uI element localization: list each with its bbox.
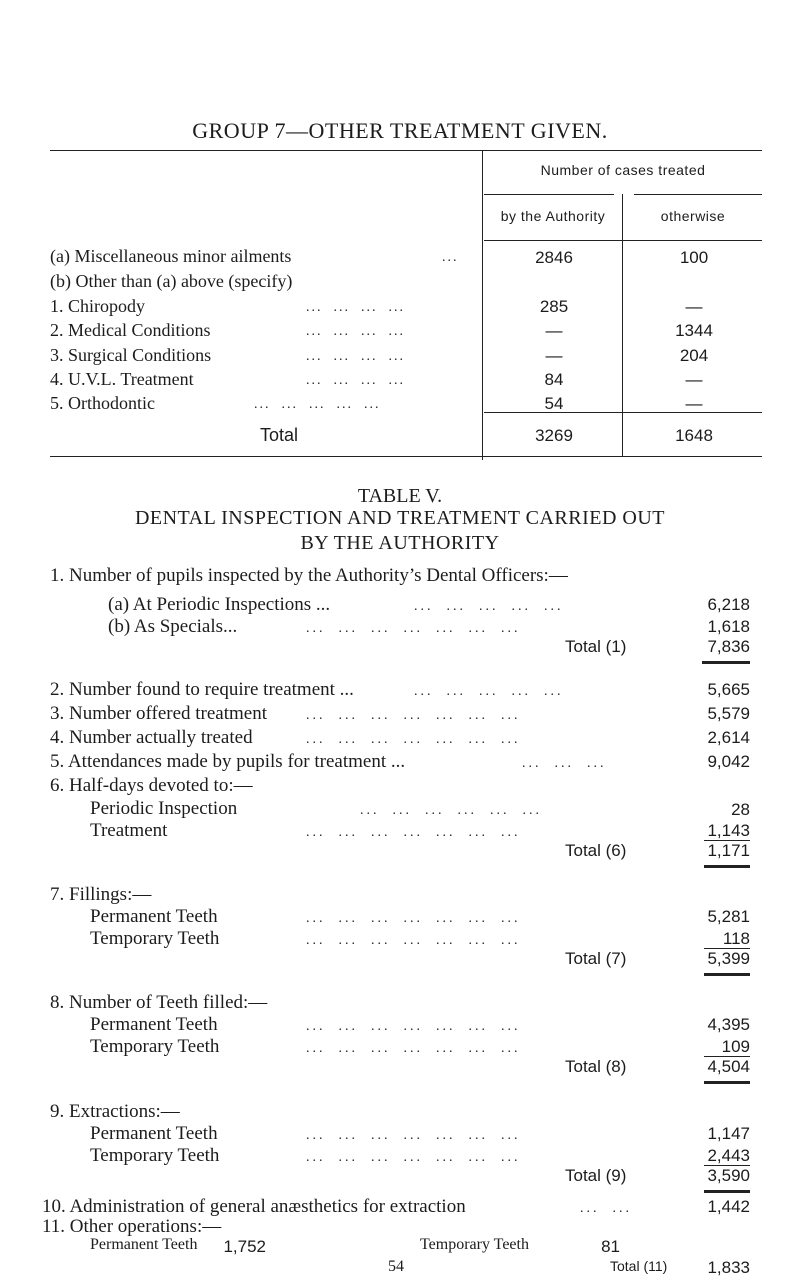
table-row-label: 4. U.V.L. Treatment xyxy=(50,369,194,389)
item11b-value: 81 xyxy=(601,1237,620,1256)
item11-total-value: 1,833 xyxy=(707,1258,750,1277)
item9-label: 9. Extractions:— xyxy=(50,1101,180,1122)
header-by-authority: by the Authority xyxy=(500,208,606,224)
leader-dots: ... ... ... ... ... ... ... xyxy=(306,1019,521,1034)
total-underline xyxy=(704,973,750,976)
item4-value: 2,614 xyxy=(707,728,750,747)
column-divider-left xyxy=(482,150,483,460)
item9-total-label: Total (9) xyxy=(565,1166,627,1185)
table5-subheading: BY THE AUTHORITY xyxy=(300,532,500,554)
item7-total-value: 5,399 xyxy=(707,949,750,968)
leader-dots: ... ... ... ... ... ... ... xyxy=(306,825,521,840)
item7-label: 7. Fillings:— xyxy=(50,884,152,905)
leader-dots: ... ... ... ... ... ... ... xyxy=(306,1150,521,1165)
item11-total-label: Total (11) xyxy=(610,1258,668,1274)
table-bottom-rule xyxy=(50,456,762,457)
cell-by-authority: 285 xyxy=(539,297,569,316)
leader-dots: ... ... ... ... ... ... ... xyxy=(306,911,521,926)
item8b-value: 109 xyxy=(721,1037,750,1056)
table-row-label: 5. Orthodontic xyxy=(50,393,155,413)
item6b-value: 1,143 xyxy=(707,821,750,840)
total-otherwise: 1648 xyxy=(675,426,713,445)
item1-total-label: Total (1) xyxy=(565,637,627,656)
header-sub-rule-right xyxy=(634,194,762,195)
leader-dots: ... ... ... ... ... ... ... xyxy=(306,1041,521,1056)
item8-total-label: Total (8) xyxy=(565,1057,627,1076)
item9a-label: Permanent Teeth xyxy=(90,1123,218,1144)
item7b-label: Temporary Teeth xyxy=(90,928,220,949)
cell-by-authority: 84 xyxy=(544,370,564,389)
cell-otherwise: — xyxy=(685,297,703,316)
item6a-value: 28 xyxy=(731,800,750,819)
cell-by-authority: 2846 xyxy=(535,248,573,267)
item10-value: 1,442 xyxy=(707,1197,750,1216)
cell-otherwise: 100 xyxy=(679,248,709,267)
header-otherwise: otherwise xyxy=(660,208,726,224)
leader-dots: ... ... ... ... xyxy=(306,300,405,315)
item3-label: 3. Number offered treatment xyxy=(50,703,268,724)
cell-otherwise: — xyxy=(685,394,703,413)
group7-table xyxy=(50,150,762,460)
item7b-value: 118 xyxy=(722,929,750,948)
page-number: 54 xyxy=(388,1258,404,1275)
item1-total-value: 7,836 xyxy=(707,637,750,656)
leader-dots: ... ... ... ... ... ... ... xyxy=(306,708,521,723)
item9-total-value: 3,590 xyxy=(707,1166,750,1185)
item8b-label: Temporary Teeth xyxy=(90,1036,220,1057)
header-number-of-cases: Number of cases treated xyxy=(540,162,706,178)
item8a-value: 4,395 xyxy=(707,1015,750,1034)
cell-otherwise: 204 xyxy=(679,346,709,365)
leader-dots: ... ... ... ... xyxy=(306,349,405,364)
item1a-value: 6,218 xyxy=(707,595,750,614)
item1b-label: (b) As Specials... xyxy=(108,616,238,637)
item8-label: 8. Number of Teeth filled:— xyxy=(50,992,268,1013)
item3-value: 5,579 xyxy=(707,704,750,723)
table-top-rule xyxy=(50,150,762,151)
item11-label: 11. Other operations:— xyxy=(42,1216,222,1237)
item1b-value: 1,618 xyxy=(707,617,750,636)
item8-total-value: 4,504 xyxy=(707,1057,750,1076)
cell-by-authority: 54 xyxy=(544,394,564,413)
leader-dots: ... ... ... ... ... xyxy=(254,397,381,412)
leader-dots: ... ... ... ... ... ... ... xyxy=(306,933,521,948)
table-row-label: 3. Surgical Conditions xyxy=(50,345,212,365)
total-label: Total xyxy=(260,425,299,445)
item4-label: 4. Number actually treated xyxy=(50,727,253,748)
leader-dots: ... ... ... ... ... xyxy=(414,599,564,614)
item5-label: 5. Attendances made by pupils for treatment ... xyxy=(50,751,406,772)
item6-total-label: Total (6) xyxy=(565,841,627,860)
total-underline xyxy=(704,1081,750,1084)
table5-heading: DENTAL INSPECTION AND TREATMENT CARRIED OUT xyxy=(134,507,666,529)
leader-dots: ... ... ... ... ... ... ... xyxy=(306,621,521,636)
item1-label: 1. Number of pupils inspected by the Authority’s Dental Officers:— xyxy=(50,565,568,586)
item6-label: 6. Half-days devoted to:— xyxy=(50,775,253,796)
item7a-value: 5,281 xyxy=(707,907,750,926)
item1a-label: (a) At Periodic Inspections ... xyxy=(108,594,331,615)
item7-total-label: Total (7) xyxy=(565,949,627,968)
total-underline xyxy=(704,1190,750,1193)
total-underline xyxy=(704,865,750,868)
item9a-value: 1,147 xyxy=(707,1124,750,1143)
table-row-label: 2. Medical Conditions xyxy=(50,320,211,340)
leader-dots: ... ... ... ... ... xyxy=(414,684,564,699)
item11b-label: Temporary Teeth xyxy=(420,1236,529,1253)
total-by-authority: 3269 xyxy=(535,426,573,445)
item6a-label: Periodic Inspection xyxy=(90,798,238,819)
leader-dots: ... ... ... ... ... ... ... xyxy=(306,1128,521,1143)
cell-otherwise: 1344 xyxy=(675,321,713,340)
item11a-value: 1,752 xyxy=(223,1237,266,1256)
item2-label: 2. Number found to require treatment ... xyxy=(50,679,354,700)
table5-title: TABLE V. xyxy=(357,485,443,507)
total-underline xyxy=(702,661,750,664)
item11a-label: Permanent Teeth xyxy=(90,1236,198,1253)
leader-dots: ... xyxy=(442,250,459,265)
item5-value: 9,042 xyxy=(707,752,750,771)
leader-dots: ... ... ... ... xyxy=(306,373,405,388)
table-row-label: (b) Other than (a) above (specify) xyxy=(50,271,293,291)
leader-dots: ... ... xyxy=(580,1201,632,1216)
leader-dots: ... ... ... ... ... ... ... xyxy=(306,732,521,747)
header-sub-rule-left xyxy=(484,194,614,195)
item2-value: 5,665 xyxy=(707,680,750,699)
leader-dots: ... ... ... xyxy=(522,756,607,771)
item8a-label: Permanent Teeth xyxy=(90,1014,218,1035)
cell-by-authority: — xyxy=(545,321,563,340)
item9b-label: Temporary Teeth xyxy=(90,1145,220,1166)
cell-by-authority: — xyxy=(545,346,563,365)
item6-total-value: 1,171 xyxy=(707,841,750,860)
item9b-value: 2,443 xyxy=(707,1146,750,1165)
item6b-label: Treatment xyxy=(90,820,168,841)
item7a-label: Permanent Teeth xyxy=(90,906,218,927)
header-bottom-rule xyxy=(484,240,762,241)
group7-title: GROUP 7—OTHER TREATMENT GIVEN. xyxy=(192,118,608,143)
item10-label: 10. Administration of general anæsthetics for extraction xyxy=(42,1196,466,1217)
cell-otherwise: — xyxy=(685,370,703,389)
leader-dots: ... ... ... ... ... ... xyxy=(360,803,542,818)
leader-dots: ... ... ... ... xyxy=(306,324,405,339)
table-row-label: (a) Miscellaneous minor ailments xyxy=(50,246,292,266)
table-row-label: 1. Chiropody xyxy=(50,296,146,316)
